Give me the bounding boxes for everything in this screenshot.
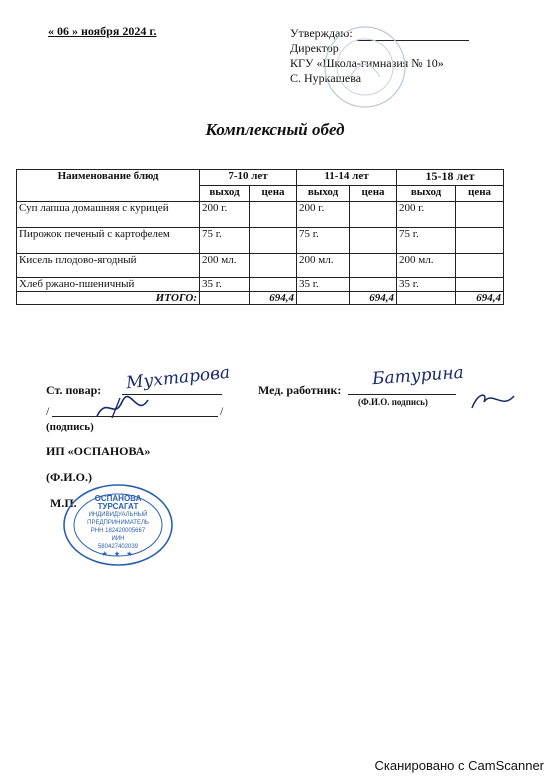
entrepreneur-name: ИП «ОСПАНОВА» xyxy=(46,444,151,458)
stamp-line: ТУРСАГАТ xyxy=(97,502,139,511)
total-value: 694,4 xyxy=(350,292,397,305)
dish-name: Суп лапша домашняя с курицей xyxy=(17,202,200,228)
chef-initials-signature-icon xyxy=(92,392,152,424)
table-row xyxy=(17,228,504,254)
empty-cell xyxy=(200,292,250,305)
output-header: выход xyxy=(397,186,456,202)
dish-name: Хлеб ржано-пшеничный xyxy=(17,278,200,292)
med-signature: Батурина xyxy=(371,362,465,390)
total-value: 694,4 xyxy=(456,292,504,305)
menu-table xyxy=(16,169,504,305)
stamp-line: ИИН xyxy=(111,536,125,542)
seal-place-label: М.П. xyxy=(50,496,77,510)
output-cell: 200 г. xyxy=(397,202,456,228)
age-group-header: 11-14 лет xyxy=(297,170,397,186)
stamp-line: ПРЕДПРИНИМАТЕЛЬ xyxy=(87,520,149,526)
price-cell xyxy=(456,228,504,254)
price-cell xyxy=(250,228,297,254)
entrepreneur-stamp xyxy=(62,483,174,567)
price-cell xyxy=(250,278,297,292)
fio-caption: (Ф.И.О.) xyxy=(46,470,92,484)
approval-position: Директор xyxy=(290,41,339,55)
document-date: « 06 » ноября 2024 г. xyxy=(48,24,157,38)
dish-header: Наименование блюд xyxy=(17,170,200,202)
price-header: цена xyxy=(456,186,504,202)
empty-cell xyxy=(297,292,350,305)
stamp-line: 580427402039 xyxy=(97,544,139,550)
price-header: цена xyxy=(350,186,397,202)
output-cell: 35 г. xyxy=(200,278,250,292)
total-label: ИТОГО: xyxy=(17,292,200,305)
output-cell: 200 мл. xyxy=(297,254,350,278)
output-cell: 200 г. xyxy=(200,202,250,228)
age-group-header: 7-10 лет xyxy=(200,170,297,186)
output-cell: 200 мл. xyxy=(200,254,250,278)
table-row xyxy=(17,278,504,292)
dish-name: Пирожок печеный с картофелем xyxy=(17,228,200,254)
table-row xyxy=(17,202,504,228)
price-cell xyxy=(350,228,397,254)
age-group-header: 15-18 лет xyxy=(397,170,504,186)
price-cell xyxy=(350,202,397,228)
stamp-line: ИНДИВИДУАЛЬНЫЙ xyxy=(88,512,148,518)
med-worker-label: Мед. работник: xyxy=(258,383,342,397)
stamp-line: РНН 182420005667 xyxy=(90,528,146,534)
faint-seal-icon xyxy=(320,22,410,112)
stamp-stars-icon: ★ ★ ★ xyxy=(101,551,135,558)
chef-signature: Мухтарова xyxy=(125,362,232,394)
price-header: цена xyxy=(250,186,297,202)
slash-right: / xyxy=(220,404,224,418)
table-row xyxy=(17,254,504,278)
med-fio-caption: (Ф.И.О. подпись) xyxy=(358,397,428,407)
output-cell: 75 г. xyxy=(297,228,350,254)
price-cell xyxy=(456,278,504,292)
price-cell xyxy=(456,254,504,278)
output-cell: 200 мл. xyxy=(397,254,456,278)
total-row xyxy=(17,292,504,305)
med-signature-line xyxy=(348,394,456,395)
approved-label: Утверждаю: xyxy=(290,26,353,40)
stamp-line: ОСПАНОВА xyxy=(94,494,142,503)
output-cell: 35 г. xyxy=(297,278,350,292)
total-value: 694,4 xyxy=(250,292,297,305)
output-cell: 75 г. xyxy=(397,228,456,254)
output-header: выход xyxy=(200,186,250,202)
approval-org: КГУ «Школа-гимназия № 10» xyxy=(290,56,444,70)
output-cell: 75 г. xyxy=(200,228,250,254)
med-initials-signature-icon xyxy=(468,386,518,416)
slash-left: / xyxy=(46,404,50,418)
price-cell xyxy=(250,202,297,228)
output-cell: 35 г. xyxy=(397,278,456,292)
output-header: выход xyxy=(297,186,350,202)
page-title: Комплексный обед xyxy=(205,120,345,139)
empty-cell xyxy=(397,292,456,305)
output-cell: 200 г. xyxy=(297,202,350,228)
price-cell xyxy=(350,278,397,292)
approval-name: С. Нуркашева xyxy=(290,71,362,85)
signature-caption: (подпись) xyxy=(46,421,94,433)
dish-name: Кисель плодово-ягодный xyxy=(17,254,200,278)
price-cell xyxy=(250,254,297,278)
price-cell xyxy=(456,202,504,228)
scanner-watermark: Сканировано с CamScanner xyxy=(374,758,544,773)
chef-label: Ст. повар: xyxy=(46,383,102,397)
price-cell xyxy=(350,254,397,278)
